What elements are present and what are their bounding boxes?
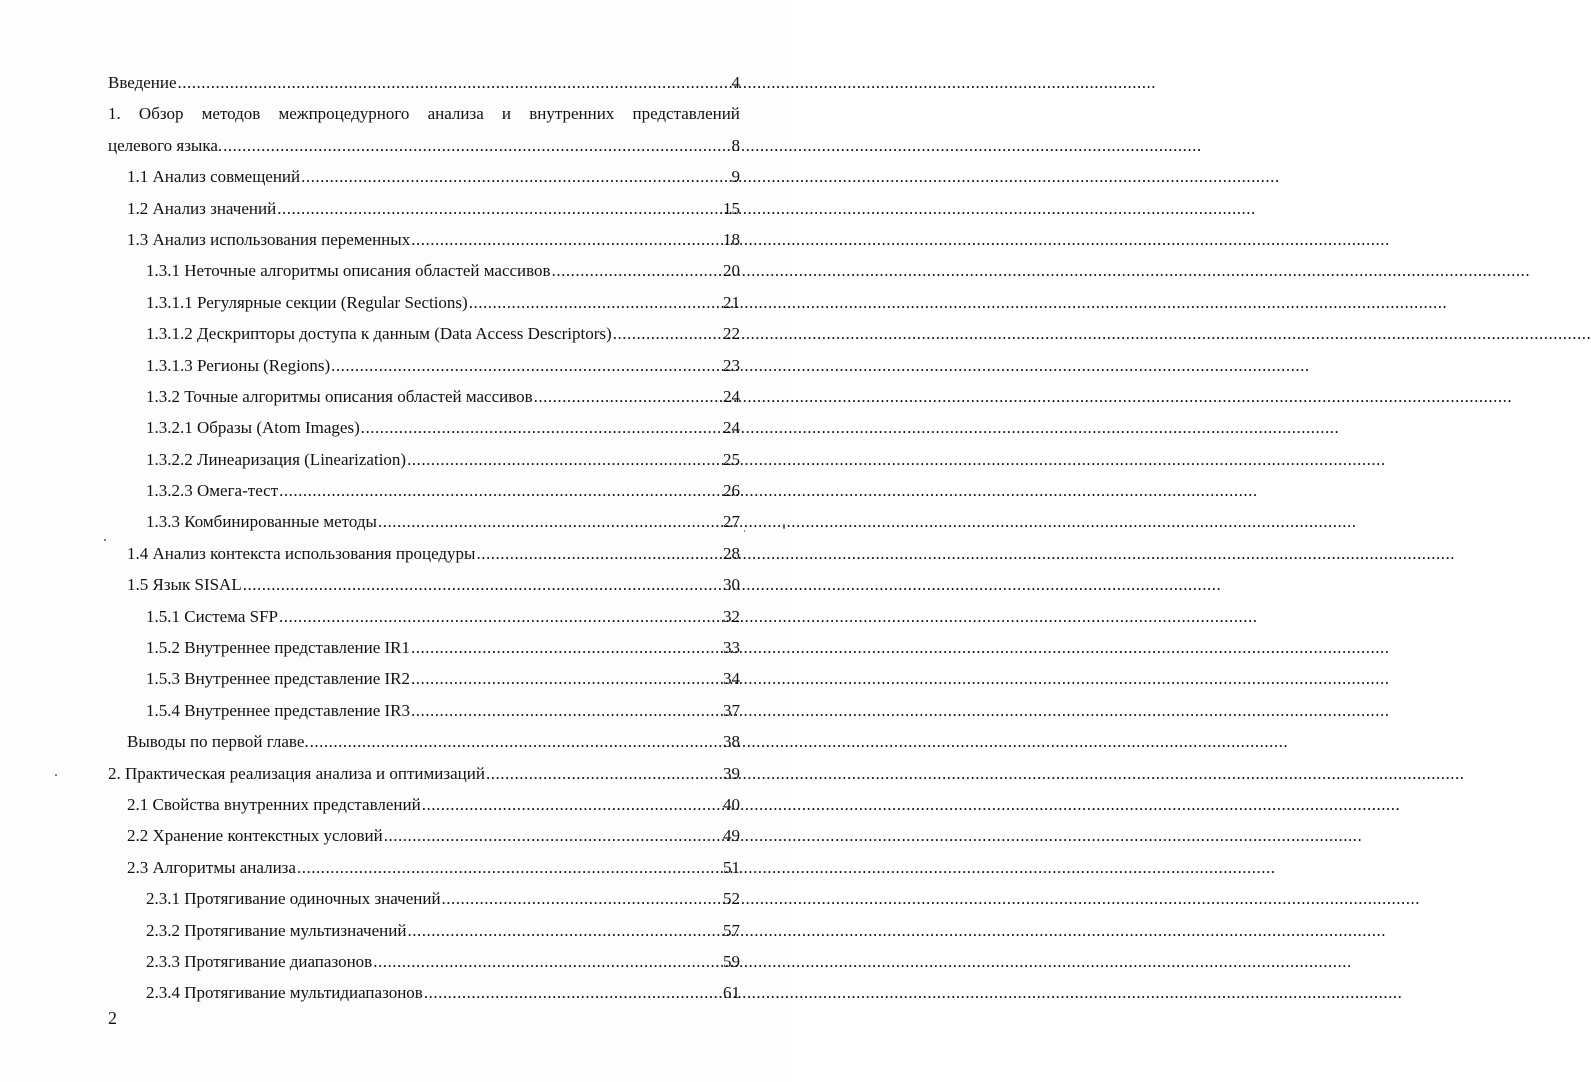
toc-entry-page: 39 — [723, 763, 740, 783]
dot-leader — [331, 350, 721, 381]
toc-entry-title: 1.3.2.2 Линеаризация (Linearization) — [146, 444, 407, 475]
scan-speck — [783, 524, 785, 529]
dot-leader — [279, 601, 721, 632]
toc-entry-page: 61 — [723, 983, 740, 1003]
toc-entry-page: 57 — [723, 920, 740, 940]
dot-leader — [552, 255, 721, 286]
toc-entry-page: 40 — [723, 795, 740, 814]
dot-leader — [243, 569, 721, 600]
toc-entry[interactable] — [108, 161, 740, 192]
toc-entry-page: 33 — [723, 638, 740, 658]
toc-entry-page: 15 — [723, 198, 740, 218]
toc-entry-page: 26 — [723, 481, 740, 501]
toc-entry[interactable] — [108, 695, 740, 726]
scan-speck — [55, 774, 57, 776]
toc-entry-page: 21 — [723, 292, 740, 312]
toc-entry-page: 32 — [723, 606, 740, 626]
table-of-contents — [108, 67, 740, 1009]
toc-entry-page: 4 — [731, 73, 740, 92]
toc-entry[interactable] — [108, 663, 740, 694]
toc-entry-title-line1 — [108, 98, 740, 129]
toc-entry-page: 37 — [723, 700, 740, 720]
toc-entry[interactable] — [108, 632, 740, 663]
toc-entry-title: 2.2 Хранение контекстных условий — [127, 820, 384, 851]
toc-entry[interactable] — [108, 67, 740, 98]
toc-entry-title: 2.3.3 Протягивание диапазонов — [146, 946, 373, 977]
toc-entry-page: 30 — [723, 575, 740, 595]
toc-entry[interactable] — [108, 569, 740, 600]
toc-entry-word: Обзор — [138, 104, 184, 124]
page-number: 2 — [108, 1008, 117, 1028]
toc-entry-title: 1.3.3 Комбинированные методы — [146, 506, 378, 537]
toc-entry-title: 1.3.1.2 Дескрипторы доступа к данным (Data Access Descriptors) — [146, 318, 613, 349]
toc-entry-word: методов — [201, 104, 261, 124]
toc-entry-page: 28 — [723, 543, 740, 563]
toc-entry-title: 2. Практическая реализация анализа и оптимизаций — [108, 758, 486, 789]
toc-entry-title: Выводы по первой главе. — [127, 726, 310, 757]
toc-entry-page: 49 — [723, 826, 740, 846]
dot-leader — [411, 695, 721, 726]
toc-entry-word: 1. — [108, 104, 121, 124]
toc-entry[interactable] — [108, 538, 740, 569]
toc-entry-title: целевого языка. — [108, 130, 223, 161]
toc-entry-title: 1.1 Анализ совмещений — [127, 161, 301, 192]
dot-leader — [297, 852, 721, 883]
dot-leader — [613, 318, 721, 349]
toc-entry-page: 34 — [723, 669, 740, 689]
dot-leader — [279, 475, 721, 506]
dot-leader — [424, 977, 721, 1008]
toc-entry-title: 2.1 Свойства внутренних представлений — [127, 789, 422, 820]
toc-entry-word: межпроцедурного — [278, 104, 410, 124]
toc-entry-page: 52 — [723, 889, 740, 909]
dot-leader — [378, 506, 721, 537]
toc-entry[interactable] — [108, 726, 740, 757]
dot-leader — [486, 758, 721, 789]
toc-entry-page: 25 — [723, 449, 740, 469]
toc-entry[interactable] — [108, 318, 740, 349]
toc-entry-title: 2.3.1 Протягивание одиночных значений — [146, 883, 442, 914]
toc-entry-page: 9 — [731, 167, 740, 187]
dot-leader — [301, 161, 729, 192]
toc-entry-title: 1.3.2.1 Образы (Atom Images) — [146, 412, 361, 443]
toc-entry[interactable] — [108, 915, 740, 946]
toc-entry-title: 1.2 Анализ значений — [127, 193, 277, 224]
toc-entry-page: 24 — [723, 418, 740, 438]
toc-entry[interactable] — [108, 506, 740, 537]
toc-entry[interactable] — [108, 381, 740, 412]
toc-entry-word: анализа — [427, 104, 484, 124]
dot-leader — [534, 381, 721, 412]
toc-entry-page: 8 — [731, 135, 740, 155]
toc-entry-page: 22 — [723, 324, 740, 344]
toc-entry-title: 1.3.1.1 Регулярные секции (Regular Sections) — [146, 287, 469, 318]
toc-entry[interactable] — [108, 412, 740, 443]
dot-leader — [476, 538, 721, 569]
dot-leader — [384, 820, 721, 851]
dot-leader — [361, 412, 721, 443]
toc-entry-title: 1.3.2.3 Омега-тест — [146, 475, 279, 506]
toc-entry-title: Введение — [108, 67, 178, 98]
toc-entry-word: внутренних — [529, 104, 615, 124]
toc-entry-page: 23 — [723, 355, 740, 375]
scan-speck — [104, 539, 106, 541]
dot-leader — [469, 287, 721, 318]
dot-leader — [373, 946, 721, 977]
dot-leader — [277, 193, 721, 224]
dot-leader — [411, 663, 721, 694]
dot-leader — [422, 789, 721, 820]
dot-leader — [442, 883, 721, 914]
toc-entry[interactable] — [108, 444, 740, 475]
toc-entry[interactable] — [108, 98, 740, 161]
toc-entry-title: 1.4 Анализ контекста использования процедуры — [127, 538, 476, 569]
toc-entry[interactable] — [108, 193, 740, 224]
dot-leader — [411, 224, 721, 255]
document-page — [0, 0, 792, 1082]
toc-entry-word: представлений — [632, 104, 740, 124]
dot-leader — [407, 444, 721, 475]
toc-entry-page: 51 — [723, 857, 740, 877]
toc-entry-title: 1.5 Язык SISAL — [127, 569, 243, 600]
toc-entry[interactable] — [108, 601, 740, 632]
toc-entry-title: 1.5.2 Внутреннее представление IR1 — [146, 632, 411, 663]
dot-leader — [411, 632, 721, 663]
toc-entry[interactable] — [108, 224, 740, 255]
toc-entry-page: 38 — [723, 732, 740, 752]
toc-entry-title: 1.3.1.3 Регионы (Regions) — [146, 350, 331, 381]
toc-entry-title: 1.3.2 Точные алгоритмы описания областей массивов — [146, 381, 534, 412]
toc-entry[interactable] — [108, 883, 740, 914]
toc-entry-title: 1.5.3 Внутреннее представление IR2 — [146, 663, 411, 694]
toc-entry-title: 2.3.4 Протягивание мультидиапазонов — [146, 977, 424, 1008]
scan-speck — [744, 530, 745, 532]
toc-entry-title: 2.3.2 Протягивание мультизначений — [146, 915, 407, 946]
toc-entry-title: 1.5.1 Система SFP — [146, 601, 279, 632]
toc-entry-page: 20 — [723, 261, 740, 281]
toc-entry[interactable] — [108, 758, 740, 789]
toc-entry[interactable] — [108, 287, 740, 318]
toc-entry[interactable] — [108, 977, 740, 1008]
toc-entry-title: 1.3 Анализ использования переменных — [127, 224, 411, 255]
toc-entry[interactable] — [108, 946, 740, 977]
toc-entry-page: 24 — [723, 386, 740, 406]
toc-entry-page: 59 — [723, 951, 740, 971]
dot-leader — [223, 130, 729, 161]
dot-leader — [407, 915, 721, 946]
toc-entry-title: 1.5.4 Внутреннее представление IR3 — [146, 695, 411, 726]
toc-entry-page: 18 — [723, 229, 740, 249]
toc-entry-page: 27 — [723, 512, 740, 532]
toc-entry[interactable] — [108, 789, 740, 820]
dot-leader — [178, 67, 730, 98]
toc-entry-title: 1.3.1 Неточные алгоритмы описания областей массивов — [146, 255, 552, 286]
toc-entry[interactable] — [108, 255, 740, 286]
toc-entry[interactable] — [108, 350, 740, 381]
dot-leader — [310, 726, 721, 757]
toc-entry[interactable] — [108, 852, 740, 883]
toc-entry-title: 2.3 Алгоритмы анализа — [127, 852, 297, 883]
toc-entry[interactable] — [108, 475, 740, 506]
toc-entry[interactable] — [108, 820, 740, 851]
toc-entry-word: и — [501, 104, 512, 124]
